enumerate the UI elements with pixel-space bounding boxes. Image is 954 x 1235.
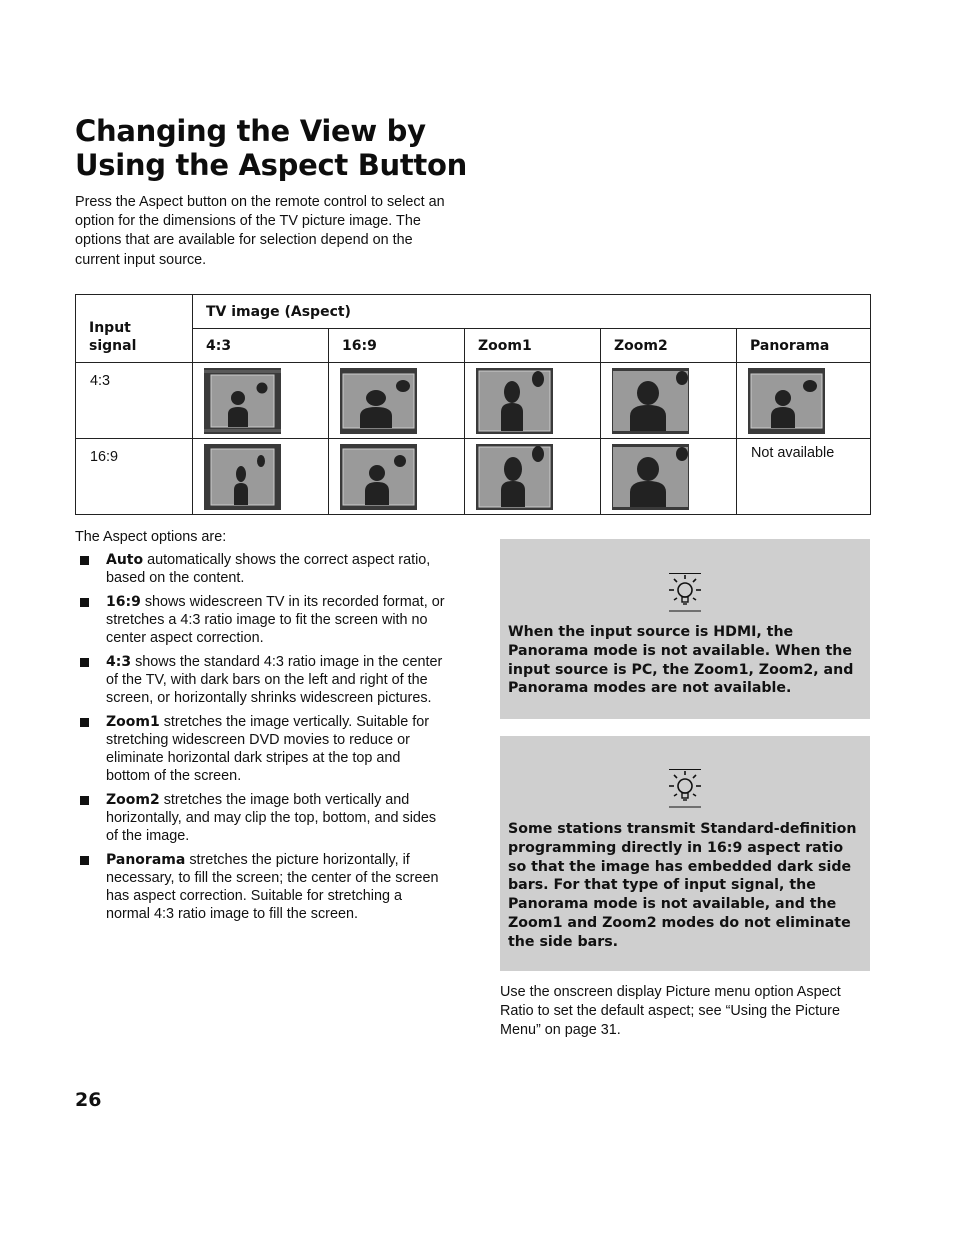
option-term: Zoom1	[106, 714, 160, 730]
tip-text: Some stations transmit Standard-definition programming directly in 16:9 aspect ratio so that the image has embedded dark side bars. For that type of input signal, the Panorama mode is not available, and the Zoom1 and Zoom2 modes do not eliminate the side bars.	[508, 821, 857, 950]
col-header-16-9: 16:9	[329, 329, 465, 363]
aspect-thumbnail-zoom2	[612, 368, 689, 434]
aspect-thumbnail-16-9	[340, 368, 417, 434]
aspect-options-list	[75, 551, 447, 929]
thumb-cell	[329, 439, 465, 515]
row-label-16-9: 16:9	[76, 439, 193, 515]
input-signal-header-cell	[76, 295, 193, 363]
thumb-cell	[601, 439, 737, 515]
thumb-cell	[465, 439, 601, 515]
tip-text: When the input source is HDMI, the Panorama mode is not available. When the input source is PC, the Zoom1, Zoom2, and Panorama modes are not available.	[508, 624, 854, 697]
panorama-not-available: Not available	[737, 439, 871, 515]
option-text: stretches the image vertically. Suitable for stretching widescreen DVD movies to reduce or eliminate horizontal dark stripes at the top and bottom of the screen.	[106, 714, 429, 784]
thumb-cell	[329, 363, 465, 439]
aspect-thumbnail-zoom1	[476, 368, 553, 434]
input-signal-header: Input signal	[89, 319, 137, 354]
list-item	[75, 791, 447, 845]
col-header-4-3: 4:3	[193, 329, 329, 363]
list-item	[75, 653, 447, 707]
option-term: 4:3	[106, 654, 132, 670]
col-header-zoom1: Zoom1	[465, 329, 601, 363]
square-bullet-icon	[80, 856, 89, 865]
list-item	[75, 851, 447, 923]
table-row	[76, 363, 871, 439]
page-number: 26	[75, 1089, 102, 1111]
tip-box-hdmi	[500, 539, 870, 719]
aspect-thumbnail-4-3	[204, 368, 281, 434]
aspect-thumbnail-16-9	[340, 444, 417, 510]
intro-paragraph: Press the Aspect button on the remote control to select an option for the dimensions of the TV picture image. The options that are available for selection depend on the current input source.	[75, 194, 445, 268]
thumb-cell	[737, 363, 871, 439]
aspect-thumbnail-4-3	[204, 444, 281, 510]
col-header-panorama: Panorama	[737, 329, 871, 363]
option-text: stretches the picture horizontally, if necessary, to fill the screen; the center of the screen has aspect correction. Suitable for stretching a normal 4:3 ratio image to fill the screen.	[106, 852, 439, 922]
list-item	[75, 551, 447, 587]
row-label-4-3: 4:3	[76, 363, 193, 439]
thumb-cell	[601, 363, 737, 439]
option-term: Panorama	[106, 852, 186, 868]
option-term: Zoom2	[106, 792, 160, 808]
list-item	[75, 713, 447, 785]
tv-image-aspect-header: TV image (Aspect)	[193, 295, 871, 329]
option-term: Auto	[106, 552, 144, 568]
aspect-thumbnail-panorama	[748, 368, 825, 434]
list-item	[75, 593, 447, 647]
thumb-cell	[193, 439, 329, 515]
table-row	[76, 439, 871, 515]
tip-box-standard-definition	[500, 736, 870, 971]
option-text: shows widescreen TV in its recorded format, or stretches a 4:3 ratio image to fit the screen with no center aspect correction.	[106, 594, 445, 646]
aspect-ratio-note: Use the onscreen display Picture menu option Aspect Ratio to set the default aspect; see “Using the Picture Menu” on page 31.	[500, 984, 841, 1038]
col-header-zoom2: Zoom2	[601, 329, 737, 363]
square-bullet-icon	[80, 718, 89, 727]
aspect-thumbnail-zoom1	[476, 444, 553, 510]
aspect-thumbnail-zoom2	[612, 444, 689, 510]
square-bullet-icon	[80, 556, 89, 565]
page-title: Changing the View by Using the Aspect Button	[75, 114, 467, 182]
option-text: shows the standard 4:3 ratio image in the center of the TV, with dark bars on the left and right of the screen, or horizontally shrinks widescreen pictures.	[106, 654, 443, 706]
options-intro: The Aspect options are:	[75, 529, 227, 545]
square-bullet-icon	[80, 598, 89, 607]
square-bullet-icon	[80, 796, 89, 805]
thumb-cell	[193, 363, 329, 439]
lightbulb-icon	[667, 769, 703, 809]
lightbulb-icon	[667, 573, 703, 613]
square-bullet-icon	[80, 658, 89, 667]
aspect-table	[75, 294, 871, 515]
thumb-cell	[465, 363, 601, 439]
option-text: stretches the image both vertically and horizontally, and may clip the top, bottom, and sides of the image.	[106, 792, 437, 844]
option-term: 16:9	[106, 594, 141, 610]
option-text: automatically shows the correct aspect ratio, based on the content.	[106, 552, 431, 586]
